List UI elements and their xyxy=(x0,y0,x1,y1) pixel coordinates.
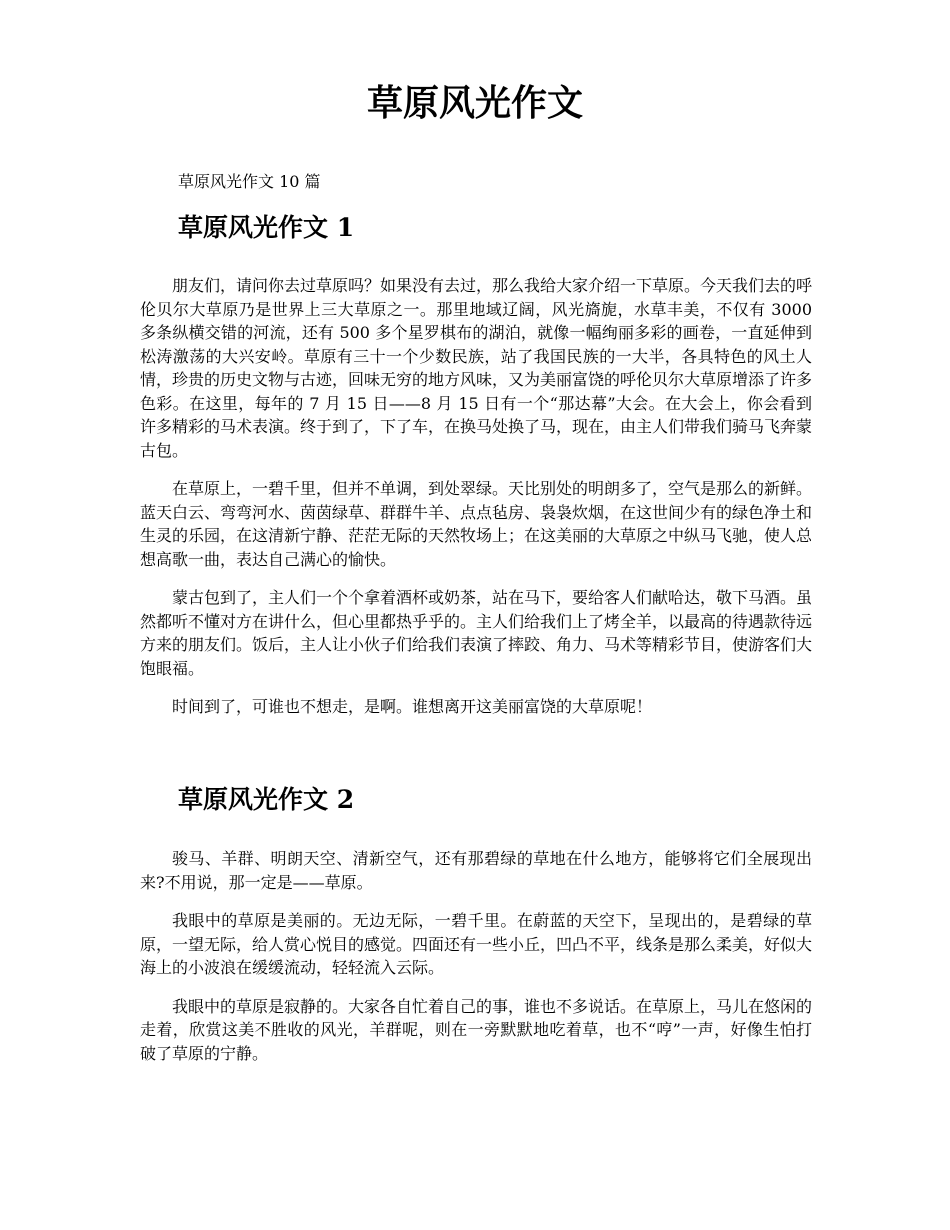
paragraph: 我眼中的草原是美丽的。无边无际，一碧千里。在蔚蓝的天空下，呈现出的，是碧绿的草原，一望无际，给人赏心悦目的感觉。四面还有一些小丘，凹凸不平，线条是那么柔美，好似大海上的小波浪在缓缓流动，轻轻流入云际。 xyxy=(140,911,813,977)
paragraph: 朋友们，请问你去过草原吗？如果没有去过，那么我给大家介绍一下草原。今天我们去的呼伦贝尔大草原乃是世界上三大草原之一。那里地域辽阔，风光旖旎，水草丰美，不仅有 3000 多条纵横交错的河流，还有 500 多个星罗棋布的湖泊，就像一幅绚丽多彩的画卷，一直延伸到松涛激荡的大兴安岭。草原有三十一个少数民族，站了我国民族的一大半，各具特色的风土人情，珍贵的历史文物与古迹，回味无穷的地方风味，又为美丽富饶的呼伦贝尔大草原增添了许多色彩。在这里，每年的 7 月 15 日——8 月 15 日有一个“那达幕”大会。在大会上，你会看到许多精彩的马术表演。终于到了，下了车，在换马处换了马，现在，由主人们带我们骑马飞奔蒙古包。 xyxy=(140,276,813,460)
section-heading-1: 草原风光作文 1 xyxy=(178,213,355,242)
section-body-1 xyxy=(140,274,812,734)
paragraph: 我眼中的草原是寂静的。大家各自忙着自己的事，谁也不多说话。在草原上，马儿在悠闲的走着，欣赏这美不胜收的风光，羊群呢，则在一旁默默地吃着草，也不“哼”一声，好像生怕打破了草原的宁静。 xyxy=(140,996,813,1063)
paragraph: 骏马、羊群、明朗天空、清新空气，还有那碧绿的草地在什么地方，能够将它们全展现出来?不用说，那一定是——草原。 xyxy=(140,849,812,892)
document-title: 草原风光作文 xyxy=(366,82,583,124)
document-subtitle: 草原风光作文 10 篇 xyxy=(178,172,321,191)
paragraph: 蒙古包到了，主人们一个个拿着酒杯或奶茶，站在马下，要给客人们献哈达，敬下马酒。虽然都听不懂对方在讲什么，但心里都热乎乎的。主人们给我们上了烤全羊，以最高的待遇款待远方来的朋友们。饭后，主人让小伙子们给我们表演了摔跤、角力、马术等精彩节目，使游客们大饱眼福。 xyxy=(140,588,813,678)
paragraph: 在草原上，一碧千里，但并不单调，到处翠绿。天比别处的明朗多了，空气是那么的新鲜。蓝天白云、弯弯河水、茵茵绿草、群群牛羊、点点毡房、袅袅炊烟，在这世间少有的绿色净土和生灵的乐园，在这清新宁静、茫茫无际的天然牧场上；在这美丽的大草原之中纵马飞驰，使人总想高歌一曲，表达自己满心的愉快。 xyxy=(140,479,813,569)
section-heading-2: 草原风光作文 2 xyxy=(178,785,355,814)
section-body-2 xyxy=(140,847,812,1080)
paragraph: 时间到了，可谁也不想走，是啊。谁想离开这美丽富饶的大草原呢！ xyxy=(172,697,653,716)
